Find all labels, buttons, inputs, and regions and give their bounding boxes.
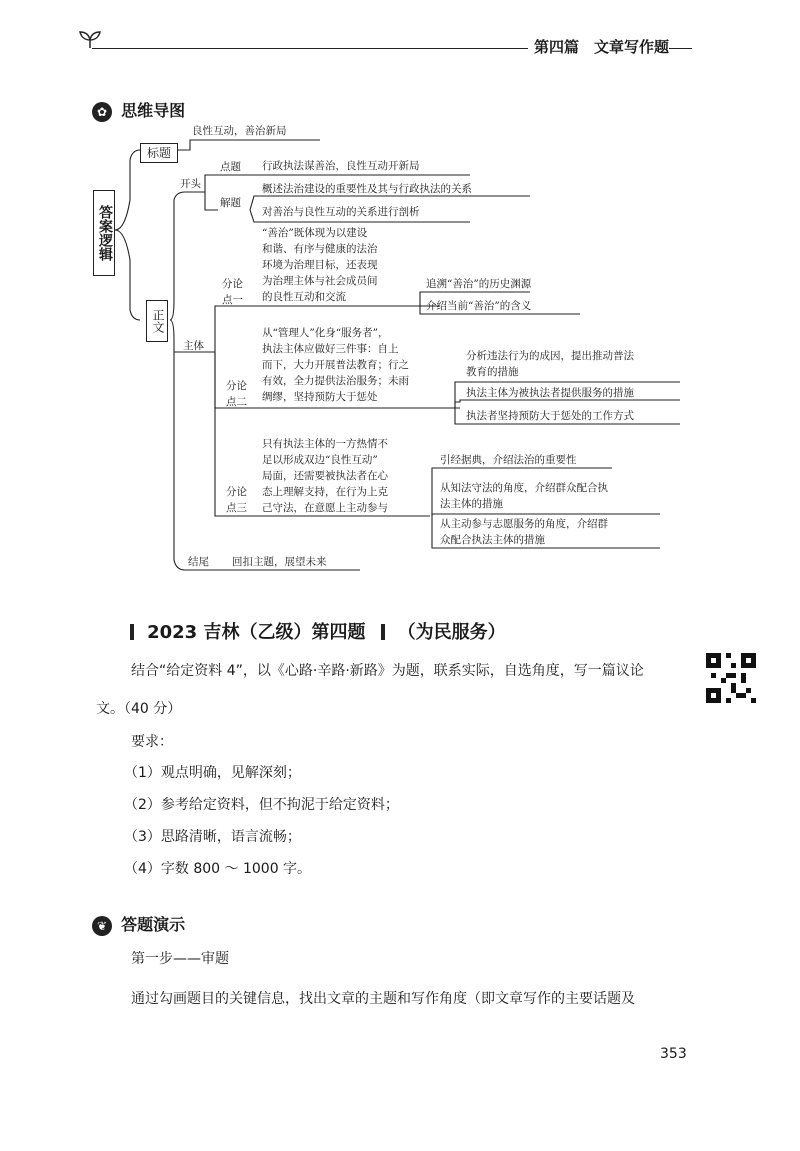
ending-label: 结尾 [188, 556, 209, 568]
question-heading [130, 618, 506, 644]
sub2-branch-c: 执法者坚持预防大于惩处的工作方式 [466, 410, 634, 422]
point-label: 点题 [220, 161, 241, 173]
sub1-text: “善治”既体现为以建设 和谐、有序与健康的法治 环境为治理目标，还表现 为治理主体与社会成员间 的良性互动和交流 [262, 227, 378, 303]
step-title: 第一步——审题 [131, 951, 229, 967]
bar-marker-icon [381, 624, 385, 640]
question-subtitle: （为民服务） [397, 622, 506, 643]
explain-text-2: 对善治与良性互动的关系进行剖析 [262, 206, 420, 218]
main-body-label: 主体 [183, 340, 204, 352]
chapter-header: 第四篇 文章写作题 [528, 36, 669, 57]
qr-code-icon [706, 652, 756, 704]
bar-marker-icon [130, 624, 134, 640]
sub3-label: 分论 点三 [226, 486, 247, 514]
step-text: 通过勾画题目的关键信息，找出文章的主题和写作角度（即文章写作的主要话题及 [131, 991, 635, 1007]
requirement-3: （3）思路清晰，语言流畅； [124, 829, 301, 845]
sub1-branch-a: 追溯“善治”的历史渊源 [426, 278, 532, 290]
answer-heading [92, 912, 185, 936]
explain-label: 解题 [220, 197, 241, 209]
opening-label: 开头 [180, 178, 201, 190]
sub2-label: 分论 点二 [226, 380, 247, 408]
sub3-text: 只有执法主体的一方热情不 足以形成双边“良性互动” 局面，还需要被执法者在心 态上理解支持，在行为上克 己守法，在意愿上主动参与 [262, 438, 388, 514]
point-text: 行政执法谋善治，良性互动开新局 [262, 160, 420, 172]
root-label: 答案逻辑 [97, 205, 113, 261]
ending-text: 回扣主题，展望未来 [232, 556, 327, 568]
question-para-1: 结合“给定资料 4”，以《心路·辛路·新路》为题，联系实际，自选角度，写一篇议论 [131, 663, 644, 679]
question-title: 2023 吉林（乙级）第四题 [147, 622, 366, 643]
requirement-1: （1）观点明确，见解深刻； [124, 765, 301, 781]
answer-title: 答题演示 [121, 915, 186, 934]
sub1-branch-b: 介绍当前“善治”的含义 [426, 300, 532, 312]
requirement-4: （4）字数 800 ～ 1000 字。 [124, 861, 312, 877]
body-node [146, 300, 168, 342]
explain-text-1: 概述法治建设的重要性及其与行政执法的关系 [262, 183, 472, 195]
title-text: 良性互动，善治新局 [192, 125, 287, 137]
requirements-heading: 要求： [131, 734, 173, 750]
sub2-text: 从“管理人”化身“服务者”， 执法主体应做好三件事：自上 而下，大力开展普法教育；行之 有效，全力提供法治服务；未雨 绸缪，坚持预防大于惩处 [262, 327, 409, 403]
sub2-branch-b: 执法主体为被执法者提供服务的措施 [466, 387, 634, 399]
mindmap-title: 思维导图 [121, 101, 186, 120]
sub3-branch-a: 引经据典，介绍法治的重要性 [440, 454, 577, 466]
sub2-branch-a: 分析违法行为的成因，提出推动普法 教育的措施 [466, 350, 634, 378]
sub1-label: 分论 点一 [222, 278, 243, 306]
sub3-branch-b: 从知法守法的角度，介绍群众配合执 法主体的措施 [440, 482, 608, 510]
body-label: 正文 [151, 309, 165, 333]
sub3-branch-c: 从主动参与志愿服务的角度，介绍群 众配合执法主体的措施 [440, 518, 608, 546]
flower-badge-icon: ✿ [92, 102, 112, 122]
title-node: 标题 [140, 143, 178, 163]
mindmap-root [93, 190, 115, 276]
requirement-2: （2）参考给定资料，但不拘泥于给定资料； [124, 797, 399, 813]
leaf-badge-icon: ❦ [92, 916, 112, 936]
page-number: 353 [660, 1046, 687, 1062]
question-para-1-cont: 文。（40 分） [96, 701, 182, 717]
